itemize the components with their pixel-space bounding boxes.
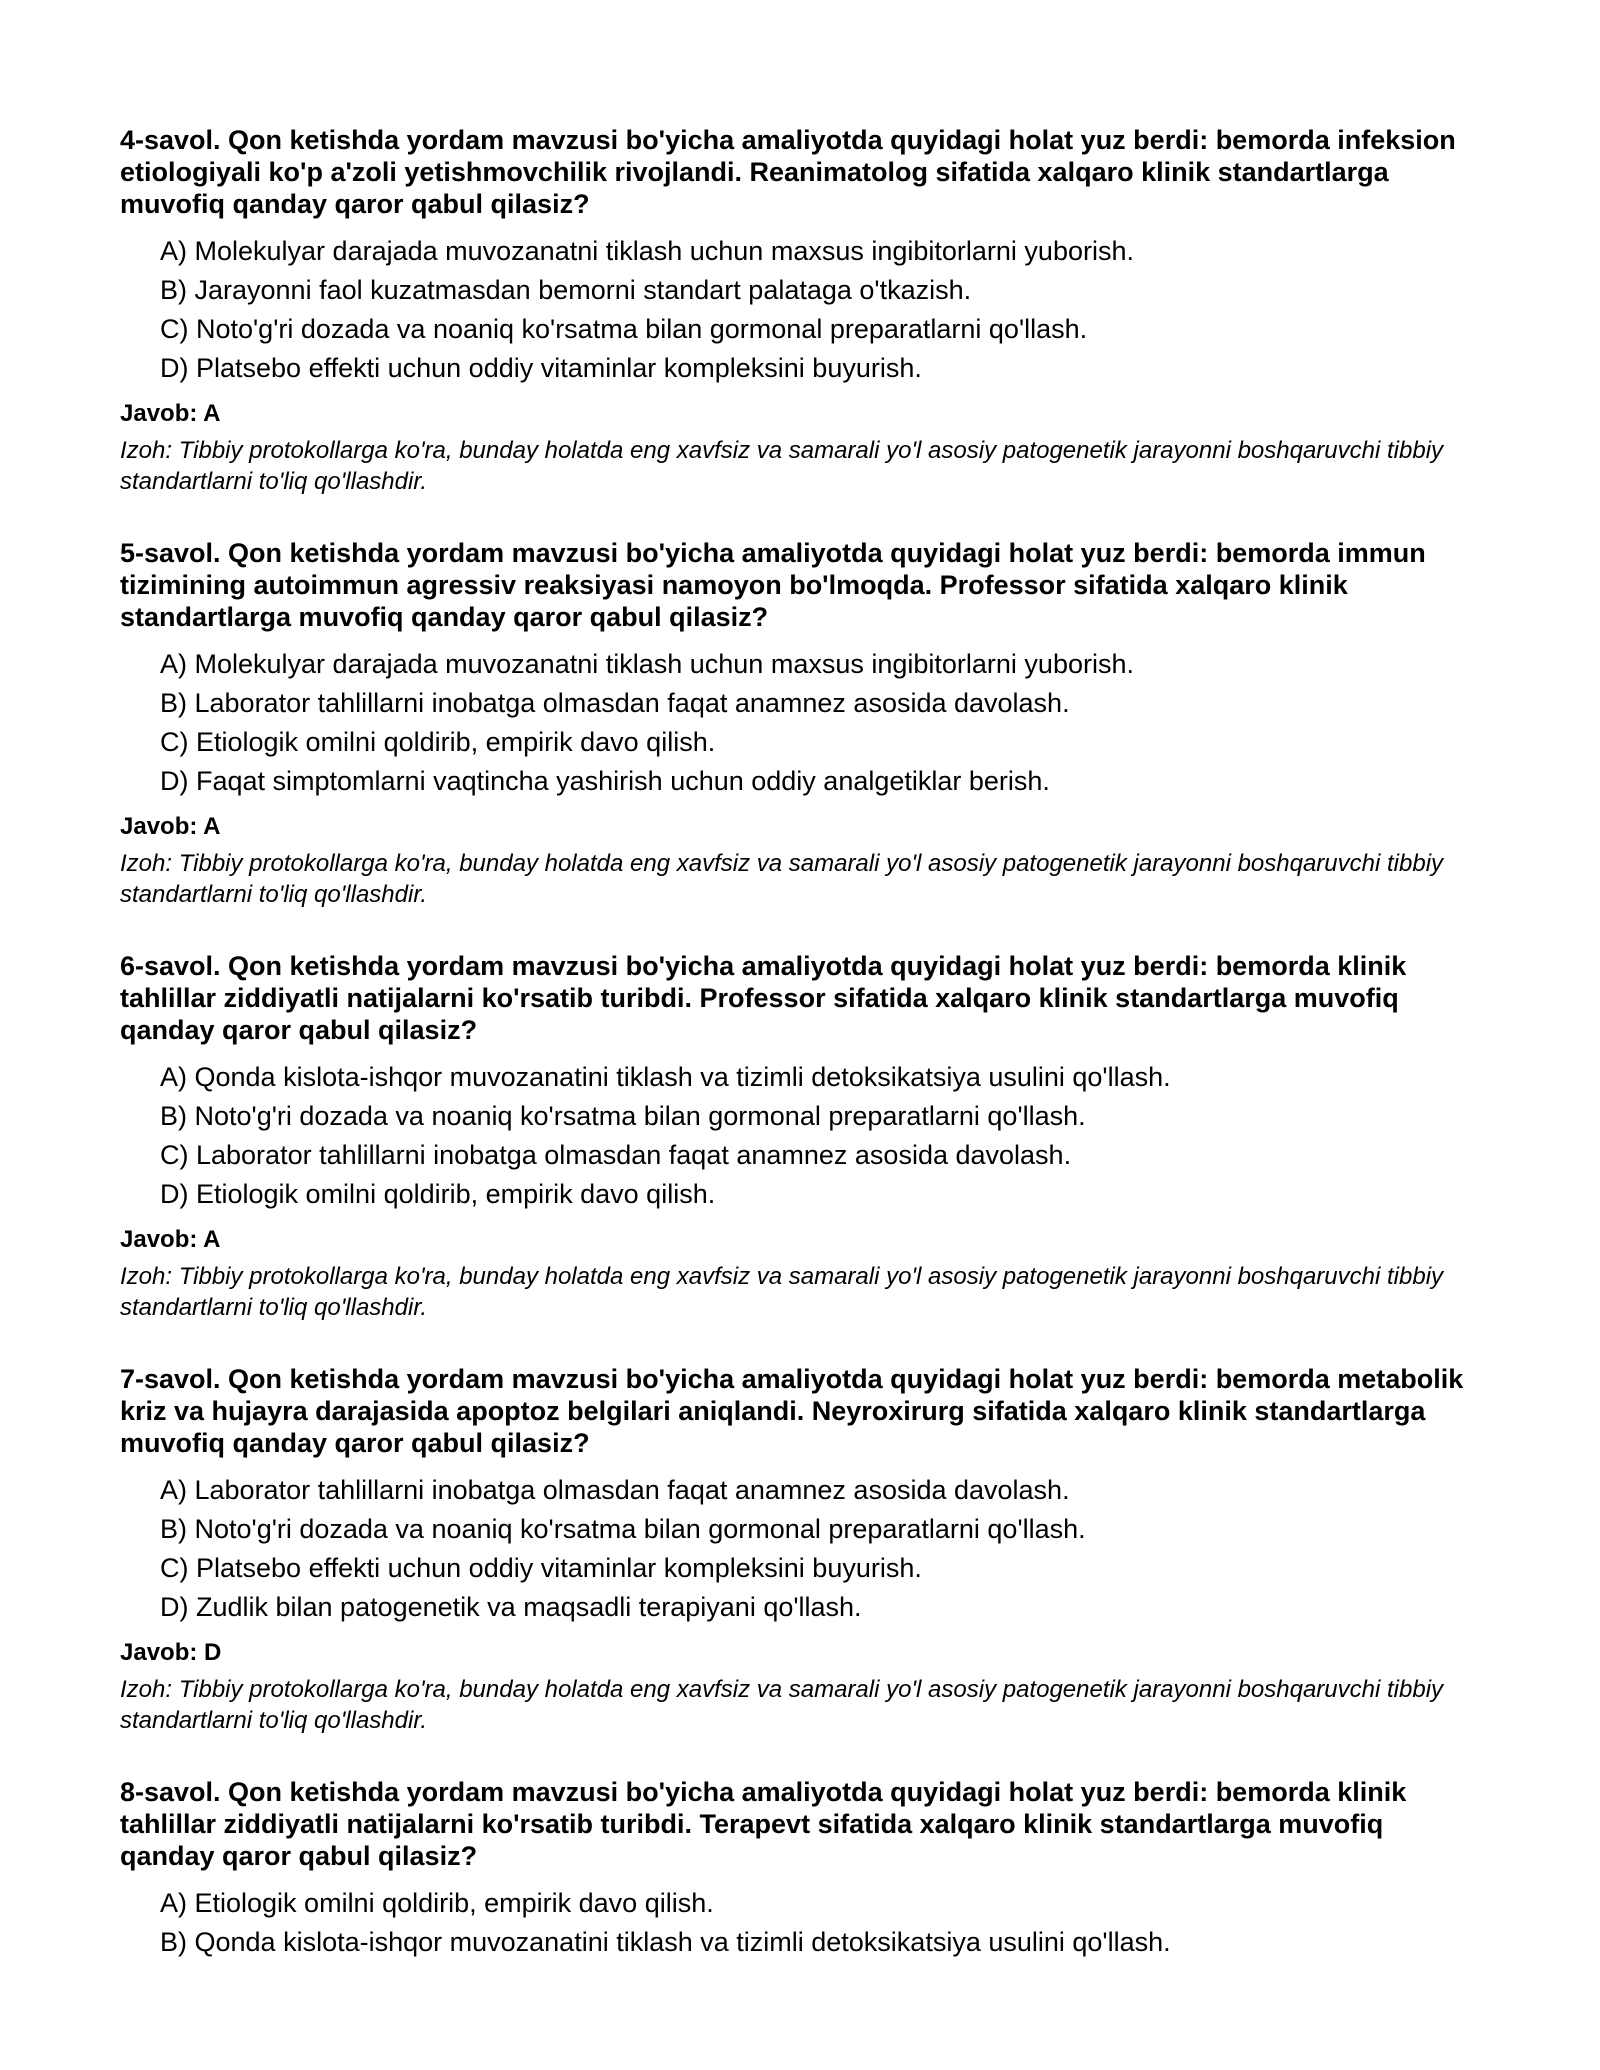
option-c: C) Etiologik omilni qoldirib, empirik davo qilish. [160,727,716,757]
option-a: A) Qonda kislota-ishqor muvozanatini tiklash va tizimli detoksikatsiya usulini qo'llash. [160,1062,1171,1092]
option-a: A) Etiologik omilni qoldirib, empirik davo qilish. [160,1888,714,1918]
question-block [120,537,1480,910]
question-block [120,124,1480,497]
option-c: C) Platsebo effekti uchun oddiy vitaminlar kompleksini buyurish. [160,1553,922,1583]
answer-label: Javob: D [120,1639,222,1666]
answer-options [120,1884,1480,1962]
option-d: D) Etiologik omilni qoldirib, empirik davo qilish. [160,1179,716,1209]
option-c: C) Noto'g'ri dozada va noaniq ko'rsatma bilan gormonal preparatlarni qo'llash. [160,314,1088,344]
option-d: D) Faqat simptomlarni vaqtincha yashirish uchun oddiy analgetiklar berish. [160,766,1050,796]
answer-options [120,1471,1480,1627]
question-title: 5-savol. Qon ketishda yordam mavzusi bo'yicha amaliyotda quyidagi holat yuz berdi: bemorda immun tizimining autoimmun agressiv reaksiyasi namoyon bo'lmoqda. Professor sifatida xalqaro klinik standartlarga muvofiq qanday qaror qabul qilasiz? [120,538,1426,632]
answer-label: Javob: A [120,1226,221,1253]
explanation-note: Izoh: Tibbiy protokollarga ko'ra, bunday holatda eng xavfsiz va samarali yo'l asosiy patogenetik jarayonni boshqaruvchi tibbiy standartlarni to'liq qo'llashdir. [120,1676,1444,1734]
option-a: A) Molekulyar darajada muvozanatni tiklash uchun maxsus ingibitorlarni yuborish. [160,649,1134,679]
option-b: B) Jarayonni faol kuzatmasdan bemorni standart palataga o'tkazish. [160,275,972,305]
option-b: B) Noto'g'ri dozada va noaniq ko'rsatma bilan gormonal preparatlarni qo'llash. [160,1101,1086,1131]
option-a: A) Laborator tahlillarni inobatga olmasdan faqat anamnez asosida davolash. [160,1475,1070,1505]
question-block [120,1363,1480,1736]
question-block [120,950,1480,1323]
option-b: B) Qonda kislota-ishqor muvozanatini tiklash va tizimli detoksikatsiya usulini qo'llash. [160,1927,1171,1957]
question-title: 7-savol. Qon ketishda yordam mavzusi bo'yicha amaliyotda quyidagi holat yuz berdi: bemorda metabolik kriz va hujayra darajasida apoptoz belgilari aniqlandi. Neyroxirurg sifatida xalqaro klinik standartlarga muvofiq qanday qaror qabul qilasiz? [120,1364,1464,1458]
question-title: 4-savol. Qon ketishda yordam mavzusi bo'yicha amaliyotda quyidagi holat yuz berdi: bemorda infeksion etiologiyali ko'p a'zoli yetishmovchilik rivojlandi. Reanimatolog sifatida xalqaro klinik standartlarga muvofiq qanday qaror qabul qilasiz? [120,125,1456,219]
option-b: B) Laborator tahlillarni inobatga olmasdan faqat anamnez asosida davolash. [160,688,1070,718]
explanation-note: Izoh: Tibbiy protokollarga ko'ra, bunday holatda eng xavfsiz va samarali yo'l asosiy patogenetik jarayonni boshqaruvchi tibbiy standartlarni to'liq qo'llashdir. [120,437,1444,495]
document-page [120,124,1480,2002]
question-block [120,1776,1480,1962]
question-title: 6-savol. Qon ketishda yordam mavzusi bo'yicha amaliyotda quyidagi holat yuz berdi: bemorda klinik tahlillar ziddiyatli natijalarni ko'rsatib turibdi. Professor sifatida xalqaro klinik standartlarga muvofiq qanday qaror qabul qilasiz? [120,951,1407,1045]
option-d: D) Zudlik bilan patogenetik va maqsadli terapiyani qo'llash. [160,1592,862,1622]
answer-options [120,232,1480,388]
answer-options [120,1058,1480,1214]
option-c: C) Laborator tahlillarni inobatga olmasdan faqat anamnez asosida davolash. [160,1140,1072,1170]
option-d: D) Platsebo effekti uchun oddiy vitaminlar kompleksini buyurish. [160,353,922,383]
option-a: A) Molekulyar darajada muvozanatni tiklash uchun maxsus ingibitorlarni yuborish. [160,236,1134,266]
explanation-note: Izoh: Tibbiy protokollarga ko'ra, bunday holatda eng xavfsiz va samarali yo'l asosiy patogenetik jarayonni boshqaruvchi tibbiy standartlarni to'liq qo'llashdir. [120,1263,1444,1321]
option-b: B) Noto'g'ri dozada va noaniq ko'rsatma bilan gormonal preparatlarni qo'llash. [160,1514,1086,1544]
answer-label: Javob: A [120,400,221,427]
answer-label: Javob: A [120,813,221,840]
explanation-note: Izoh: Tibbiy protokollarga ko'ra, bunday holatda eng xavfsiz va samarali yo'l asosiy patogenetik jarayonni boshqaruvchi tibbiy standartlarni to'liq qo'llashdir. [120,850,1444,908]
answer-options [120,645,1480,801]
question-title: 8-savol. Qon ketishda yordam mavzusi bo'yicha amaliyotda quyidagi holat yuz berdi: bemorda klinik tahlillar ziddiyatli natijalarni ko'rsatib turibdi. Terapevt sifatida xalqaro klinik standartlarga muvofiq qanday qaror qabul qilasiz? [120,1777,1407,1871]
